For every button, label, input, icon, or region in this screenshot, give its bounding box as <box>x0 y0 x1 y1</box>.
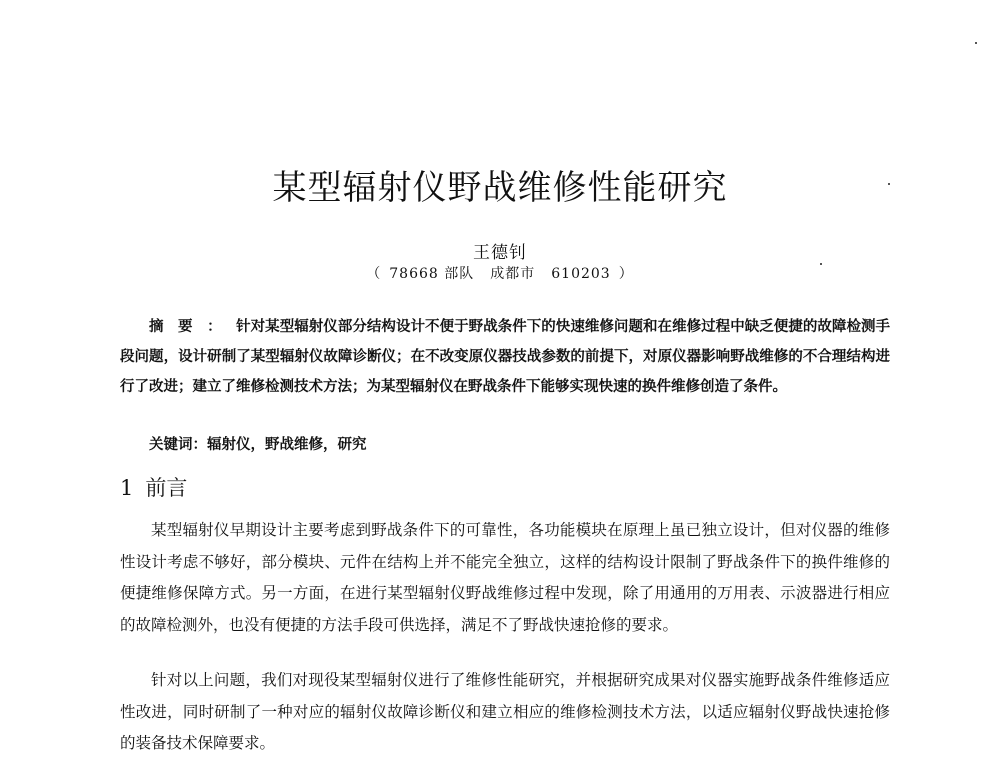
author-affiliation <box>0 263 1000 283</box>
section-number: 1 <box>120 476 134 500</box>
keywords-label: 关键词： <box>149 436 207 453</box>
section-heading <box>120 472 187 502</box>
paper-title: 某型辐射仪野战维修性能研究 <box>272 168 728 208</box>
affiliation-postcode: 610203 <box>551 266 611 282</box>
scan-speck <box>820 263 822 265</box>
affiliation-close-paren: ） <box>618 266 634 282</box>
scan-speck <box>975 42 977 44</box>
body-paragraph: 某型辐射仪早期设计主要考虑到野战条件下的可靠性，各功能模块在原理上虽已独立设计，但对仪器的维修性设计考虑不够好，部分模块、元件在结构上并不能完全独立，这样的结构设计限制了野战条件下的换件维修的便捷维修保障方式。另一方面，在进行某型辐射仪野战维修过程中发现，除了用通用的万用表、示波器进行相应的故障检测外，也没有便捷的方法手段可供选择，满足不了野战快速抢修的要求。 <box>120 521 890 634</box>
abstract-text: 针对某型辐射仪部分结构设计不便于野战条件下的快速维修问题和在维修过程中缺乏便捷的故障检测手段问题，设计研制了某型辐射仪故障诊断仪；在不改变原仪器技战参数的前提下，对原仪器影响野战维修的不合理结构进行了改进；建立了维修检测技术方法；为某型辐射仪在野战条件下能够实现快速的换件维修创造了条件。 <box>120 318 891 395</box>
keywords <box>120 432 890 458</box>
affiliation-open-paren: （ <box>366 266 382 282</box>
body-paragraph: 针对以上问题，我们对现役某型辐射仪进行了维修性能研究，并根据研究成果对仪器实施野战条件维修适应性改进，同时研制了一种对应的辐射仪故障诊断仪和建立相应的维修检测技术方法，以适应辐射仪野战快速抢修的装备技术保障要求。 <box>120 671 890 752</box>
affiliation-unit: 78668 部队 <box>389 266 475 282</box>
author-name: 王德钊 <box>473 243 527 263</box>
section-title: 前言 <box>145 476 188 500</box>
affiliation-city: 成都市 <box>490 266 536 282</box>
keywords-text: 辐射仪，野战维修，研究 <box>207 436 367 453</box>
scan-speck <box>888 183 890 185</box>
abstract <box>120 312 890 402</box>
abstract-label: 摘要： <box>149 318 237 335</box>
